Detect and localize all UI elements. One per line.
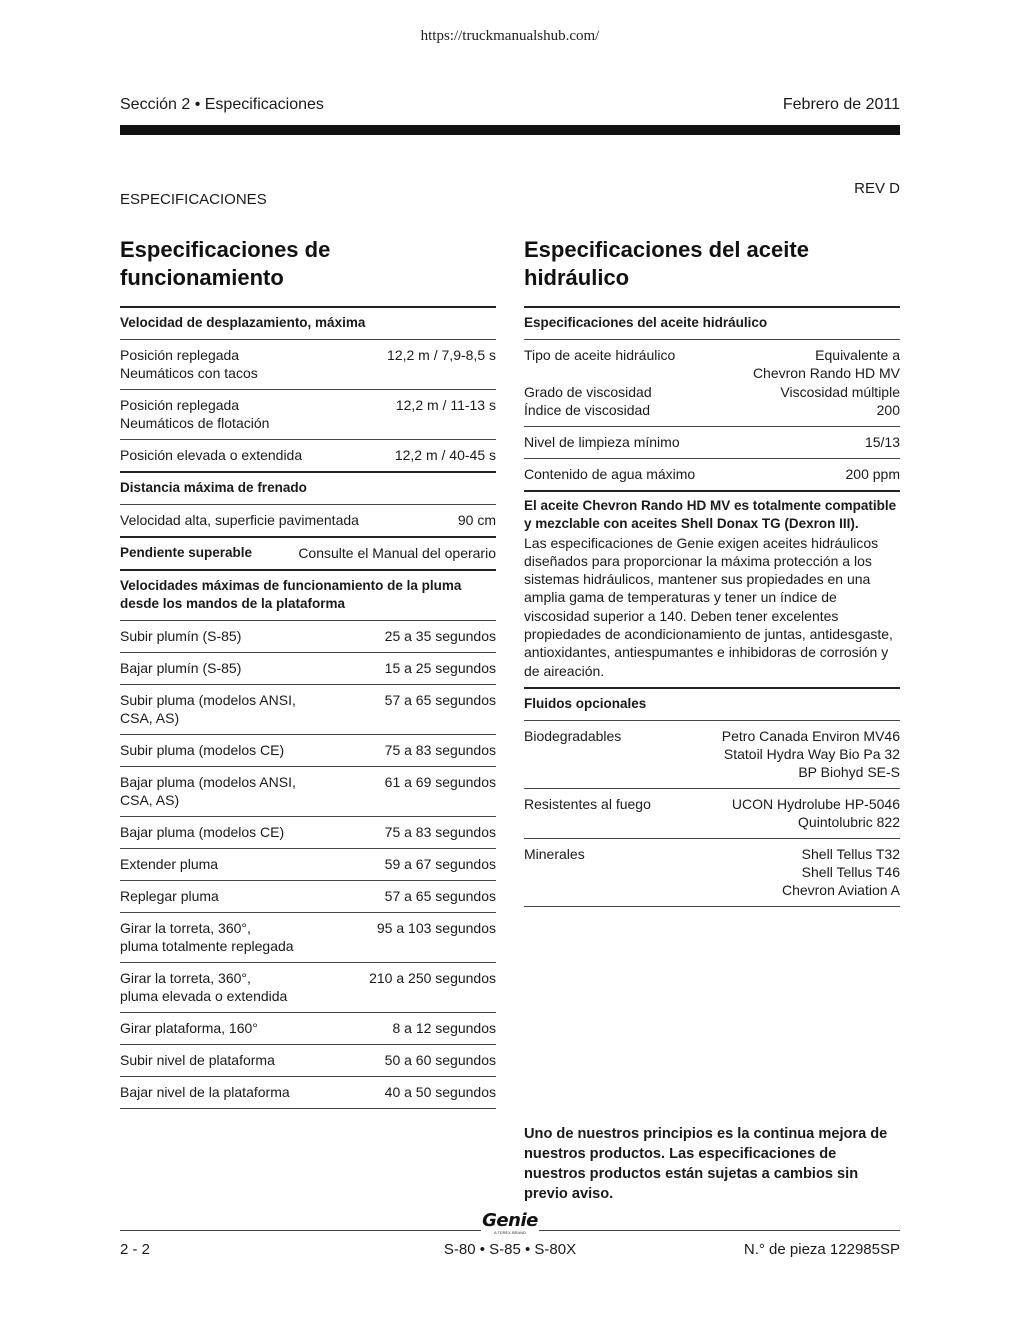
spec-row bbox=[524, 401, 900, 426]
spec-label: Bajar pluma (modelos CE) bbox=[120, 824, 285, 840]
spec-value: Viscosidad múltiple bbox=[780, 384, 900, 400]
spec-value: 57 a 65 segundos bbox=[384, 692, 496, 708]
header-rule bbox=[120, 125, 900, 135]
spec-value: Petro Canada Environ MV46 bbox=[721, 727, 900, 744]
spec-value: 57 a 65 segundos bbox=[384, 888, 496, 904]
spec-label: Biodegradables bbox=[524, 727, 622, 744]
part-number: N.° de pieza 122985SP bbox=[743, 1241, 900, 1258]
spec-label: Replegar pluma bbox=[120, 888, 219, 904]
oil-specs-heading: Especificaciones del aceite hidráulico bbox=[524, 315, 768, 330]
spec-row bbox=[120, 849, 496, 880]
spec-label: Contenido de agua máximo bbox=[524, 466, 696, 482]
travel-speed-heading: Velocidad de desplazamiento, máxima bbox=[120, 315, 366, 330]
note-text: Las especificaciones de Genie exigen aceites hidráulicos diseñados para proporcionar la máxima protección a los sistemas hidráulicos, mantener sus propiedades en una amplia gama de temperaturas y tener un índice de viscosidad superior a 140. Deben tener excelentes propiedades de acondicionamiento de juntas, antidesgaste, antioxidantes, antiespumantes e inhibidoras de corrosión y de aireación. bbox=[524, 534, 893, 679]
page-header bbox=[120, 96, 900, 116]
page-footer bbox=[120, 1241, 900, 1261]
spec-value: Chevron Aviation A bbox=[781, 881, 900, 898]
spec-label: CSA, AS) bbox=[120, 792, 180, 808]
spec-label: Grado de viscosidad bbox=[524, 384, 652, 400]
genie-logo bbox=[481, 1212, 539, 1238]
spec-label: Velocidad alta, superficie pavimentada bbox=[120, 512, 359, 528]
spec-row bbox=[120, 881, 496, 912]
spec-row bbox=[524, 839, 900, 906]
spec-label: Subir nivel de plataforma bbox=[120, 1052, 275, 1068]
footer-models: S-80 • S-85 • S-80X bbox=[443, 1241, 577, 1258]
spec-value: 12,2 m / 7,9-8,5 s bbox=[387, 347, 496, 363]
spec-row bbox=[120, 340, 496, 389]
spec-value: 25 a 35 segundos bbox=[384, 628, 496, 644]
page-number: 2 - 2 bbox=[120, 1241, 151, 1258]
spec-row bbox=[120, 621, 496, 652]
optional-fluids-heading: Fluidos opcionales bbox=[524, 695, 647, 711]
spec-row bbox=[120, 913, 496, 962]
spec-label: Bajar pluma (modelos ANSI, bbox=[120, 774, 296, 790]
spec-value: 75 a 83 segundos bbox=[384, 742, 496, 758]
spec-row bbox=[120, 685, 496, 734]
spec-value: 95 a 103 segundos bbox=[376, 920, 496, 936]
spec-label: Girar la torreta, 360°, bbox=[120, 970, 251, 986]
spec-value: BP Biohyd SE-S bbox=[798, 763, 900, 780]
braking-heading: Distancia máxima de frenado bbox=[120, 480, 307, 495]
spec-label: Neumáticos con tacos bbox=[120, 365, 258, 381]
header-section: Sección 2 • Especificaciones bbox=[120, 96, 324, 113]
spec-label: Bajar plumín (S-85) bbox=[120, 660, 242, 676]
header-date: Febrero de 2011 bbox=[782, 96, 900, 113]
spec-label: pluma elevada o extendida bbox=[120, 988, 288, 1004]
improvement-notice: Uno de nuestros principios es la continua mejora de nuestros productos. Las especificaciones de nuestros productos están sujetas a cambios sin previo aviso. bbox=[524, 1126, 888, 1202]
spec-value: 8 a 12 segundos bbox=[392, 1020, 496, 1036]
spec-value: Equivalente a bbox=[815, 347, 900, 363]
spec-label: Tipo de aceite hidráulico bbox=[524, 347, 676, 363]
spec-label: Subir pluma (modelos CE) bbox=[120, 742, 285, 758]
spec-label: Posición elevada o extendida bbox=[120, 447, 303, 463]
spec-row bbox=[120, 505, 496, 536]
spec-row bbox=[120, 1045, 496, 1076]
spec-row bbox=[524, 427, 900, 458]
spec-row bbox=[120, 963, 496, 1012]
spec-label: Subir pluma (modelos ANSI, bbox=[120, 692, 296, 708]
spec-value: Statoil Hydra Way Bio Pa 32 bbox=[723, 745, 900, 762]
spec-label: Posición replegada bbox=[120, 347, 240, 363]
spec-row bbox=[120, 1013, 496, 1044]
spec-value: 75 a 83 segundos bbox=[384, 824, 496, 840]
divider bbox=[524, 906, 900, 907]
spec-row bbox=[120, 653, 496, 684]
oil-compatibility-note bbox=[524, 492, 900, 687]
spec-label: Resistentes al fuego bbox=[524, 795, 651, 812]
spec-value: UCON Hydrolube HP-5046 bbox=[731, 795, 900, 812]
spec-label: Bajar nivel de la plataforma bbox=[120, 1084, 290, 1100]
gradeability-label: Pendiente superable bbox=[120, 545, 253, 560]
spec-label: Neumáticos de flotación bbox=[120, 415, 270, 431]
spec-label: pluma totalmente replegada bbox=[120, 938, 294, 954]
spec-value: Quintolubric 822 bbox=[798, 813, 900, 830]
gradeability-value: Consulte el Manual del operario bbox=[298, 545, 496, 561]
spec-value: 50 a 60 segundos bbox=[384, 1052, 496, 1068]
spec-value: 200 ppm bbox=[845, 466, 900, 482]
spec-row bbox=[120, 1077, 496, 1108]
spec-label: Extender pluma bbox=[120, 856, 219, 872]
spec-value: Shell Tellus T46 bbox=[801, 863, 900, 880]
spec-row bbox=[524, 459, 900, 490]
spec-value: Chevron Rando HD MV bbox=[752, 365, 900, 381]
spec-row bbox=[120, 735, 496, 766]
spec-value: 59 a 67 segundos bbox=[384, 856, 496, 872]
spec-value: 90 cm bbox=[457, 512, 496, 528]
spec-label: Subir plumín (S-85) bbox=[120, 628, 242, 644]
spec-value: 12,2 m / 40-45 s bbox=[394, 447, 496, 463]
spec-row bbox=[524, 382, 900, 401]
spec-value: 61 a 69 segundos bbox=[384, 774, 496, 790]
spec-row bbox=[120, 817, 496, 848]
revision-label: REV D bbox=[854, 180, 900, 197]
spec-label: CSA, AS) bbox=[120, 710, 180, 726]
spec-value: 15 a 25 segundos bbox=[384, 660, 496, 676]
operating-specs-title: Especificaciones de funcionamiento bbox=[120, 237, 331, 290]
spec-value: 40 a 50 segundos bbox=[384, 1084, 496, 1100]
note-bold: El aceite Chevron Rando HD MV es totalmente compatible y mezclable con aceites Shell Donax TG (Dexron III). bbox=[524, 498, 897, 532]
spec-row bbox=[120, 390, 496, 439]
section-label: ESPECIFICACIONES bbox=[120, 191, 267, 208]
spec-label: Girar plataforma, 160° bbox=[120, 1020, 258, 1036]
spec-row bbox=[524, 789, 900, 838]
spec-row bbox=[524, 340, 900, 382]
spec-label: Girar la torreta, 360°, bbox=[120, 920, 251, 936]
spec-value: 210 a 250 segundos bbox=[369, 970, 496, 986]
divider bbox=[120, 1108, 496, 1109]
logo-tagline: A TEREX BRAND bbox=[494, 1230, 526, 1235]
spec-label: Minerales bbox=[524, 845, 585, 862]
hydraulic-oil-column bbox=[524, 236, 900, 907]
spec-value: 15/13 bbox=[864, 434, 900, 450]
spec-label: Índice de viscosidad bbox=[524, 402, 651, 418]
source-url[interactable]: https://truckmanualshub.com/ bbox=[420, 28, 600, 44]
spec-value: 200 bbox=[876, 402, 900, 418]
spec-label: Nivel de limpieza mínimo bbox=[524, 434, 680, 450]
spec-label: Posición replegada bbox=[120, 397, 240, 413]
spec-value: 12,2 m / 11-13 s bbox=[395, 397, 496, 413]
spec-row bbox=[120, 767, 496, 816]
operating-specs-column bbox=[120, 236, 496, 1109]
spec-row bbox=[120, 440, 496, 471]
hydraulic-oil-title: Especificaciones del aceite hidráulico bbox=[524, 237, 809, 290]
logo-wordmark: Genie bbox=[482, 1210, 538, 1231]
spec-row bbox=[524, 721, 900, 788]
gradeability-row bbox=[120, 538, 496, 569]
spec-value: Shell Tellus T32 bbox=[801, 845, 900, 862]
boom-speed-heading: Velocidades máximas de funcionamiento de la pluma desde los mandos de la plataforma bbox=[120, 578, 462, 611]
